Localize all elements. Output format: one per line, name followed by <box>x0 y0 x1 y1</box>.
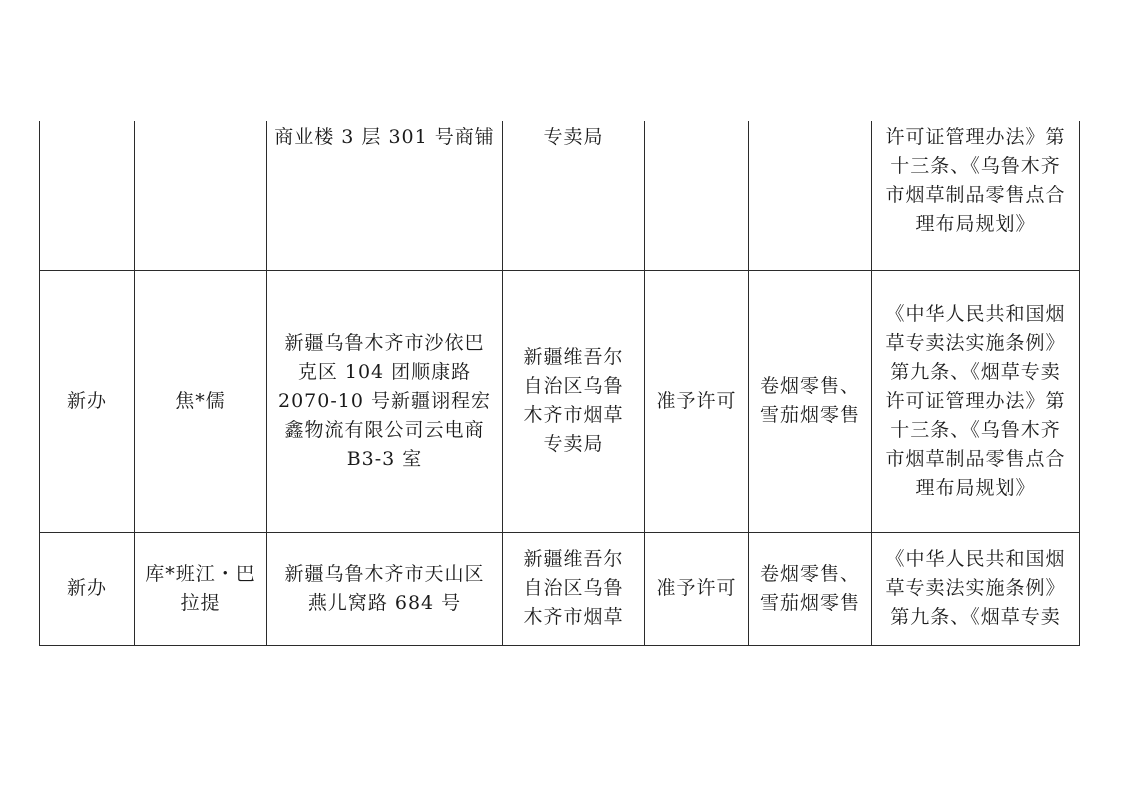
address-line: 商业楼 3 层 301 号商铺 <box>274 126 495 148</box>
scope-line: 雪茄烟零售 <box>759 591 860 614</box>
name-cell <box>135 121 267 270</box>
name-line: 拉提 <box>180 591 221 614</box>
type-cell <box>40 270 135 532</box>
scope-line: 卷烟零售、 <box>759 562 860 585</box>
name-cell <box>135 532 267 645</box>
decision-line: 准予许可 <box>656 577 737 599</box>
decision-cell <box>645 121 749 270</box>
basis-cell <box>872 270 1080 532</box>
table-row <box>40 270 1080 532</box>
authority-line: 新疆维吾尔 <box>523 548 624 570</box>
authority-line: 专卖局 <box>543 433 604 455</box>
basis-line: 草专卖法实施条例》 <box>885 331 1066 354</box>
table-row <box>40 532 1080 645</box>
type-label: 新办 <box>66 577 107 599</box>
decision-line: 准予许可 <box>656 389 737 412</box>
basis-line: 许可证管理办法》第 <box>885 126 1066 148</box>
scope-cell <box>749 270 872 532</box>
basis-line: 第九条、《烟草专卖 <box>890 360 1061 383</box>
authority-line: 木齐市烟草 <box>523 404 624 426</box>
scope-line: 卷烟零售、 <box>759 375 860 397</box>
basis-line: 市烟草制品零售点合 <box>885 184 1066 206</box>
authority-line: 专卖局 <box>543 126 604 148</box>
basis-line: 《中华人民共和国烟 <box>885 548 1066 570</box>
address-line: 克区 104 团顺康路 <box>297 360 472 383</box>
type-cell <box>40 532 135 645</box>
authority-cell <box>503 532 645 645</box>
authority-line: 新疆维吾尔 <box>523 346 624 368</box>
authority-line: 自治区乌鲁 <box>523 375 624 397</box>
license-table <box>39 121 1080 646</box>
scope-cell <box>749 121 872 270</box>
address-line: B3-3 室 <box>346 447 423 470</box>
basis-line: 十三条、《乌鲁木齐 <box>890 418 1061 441</box>
scope-line: 雪茄烟零售 <box>759 404 860 426</box>
basis-line: 市烟草制品零售点合 <box>885 447 1066 470</box>
basis-line: 《中华人民共和国烟 <box>885 302 1066 325</box>
scope-cell <box>749 532 872 645</box>
address-line: 新疆乌鲁木齐市沙依巴 <box>284 331 485 354</box>
address-line: 2070-10 号新疆诩程宏 <box>278 389 491 412</box>
name-line: 焦*儒 <box>175 389 226 412</box>
basis-line: 草专卖法实施条例》 <box>885 577 1066 599</box>
basis-line: 许可证管理办法》第 <box>885 389 1066 412</box>
decision-cell <box>645 532 749 645</box>
basis-line: 第九条、《烟草专卖 <box>890 606 1061 628</box>
address-line: 新疆乌鲁木齐市天山区 <box>284 562 485 585</box>
address-cell <box>267 121 503 270</box>
authority-cell <box>503 270 645 532</box>
basis-line: 理布局规划》 <box>915 476 1036 499</box>
authority-line: 木齐市烟草 <box>523 606 624 628</box>
basis-line: 十三条、《乌鲁木齐 <box>890 155 1061 177</box>
address-line: 燕儿窝路 684 号 <box>307 591 462 614</box>
type-label: 新办 <box>66 389 107 412</box>
address-cell <box>267 270 503 532</box>
type-cell <box>40 121 135 270</box>
table-row <box>40 121 1080 270</box>
basis-line: 理布局规划》 <box>915 213 1036 235</box>
authority-line: 自治区乌鲁 <box>523 577 624 599</box>
decision-cell <box>645 270 749 532</box>
authority-cell <box>503 121 645 270</box>
name-line: 库*班江・巴 <box>145 562 256 585</box>
address-cell <box>267 532 503 645</box>
basis-cell <box>872 121 1080 270</box>
basis-cell <box>872 532 1080 645</box>
address-line: 鑫物流有限公司云电商 <box>284 418 485 441</box>
name-cell <box>135 270 267 532</box>
